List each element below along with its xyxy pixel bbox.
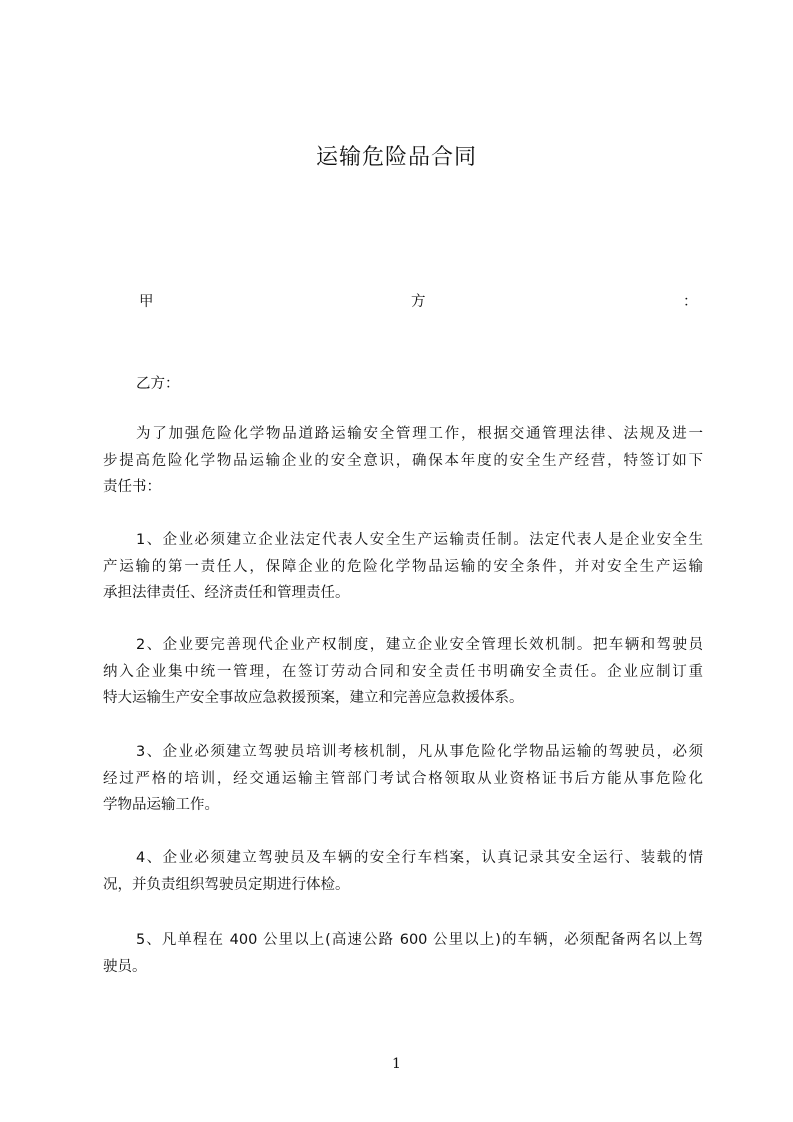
clause-line: 2、企业要完善现代企业产权制度，建立企业安全管理长效机制。把车辆和驾驶员 bbox=[136, 637, 703, 653]
party-a-label-char-1: 甲 bbox=[139, 294, 154, 310]
intro-paragraph bbox=[103, 421, 703, 501]
party-a-label-colon: ： bbox=[683, 294, 698, 310]
clause-line: 5、凡单程在 400 公里以上(高速公路 600 公里以上)的车辆，必须配备两名以上驾 bbox=[136, 932, 703, 948]
clause-3 bbox=[103, 739, 703, 819]
clause-1 bbox=[103, 527, 703, 607]
clause-line: 学物品运输工作。 bbox=[103, 797, 219, 813]
intro-line: 责任书： bbox=[103, 479, 161, 495]
clause-5 bbox=[103, 927, 703, 980]
clause-line: 特大运输生产安全事故应急救援预案，建立和完善应急救援体系。 bbox=[103, 690, 524, 706]
clause-line: 况，并负责组织驾驶员定期进行体检。 bbox=[103, 876, 350, 893]
intro-line: 为了加强危险化学物品道路运输安全管理工作，根据交通管理法律、法规及进一 bbox=[136, 426, 703, 442]
clause-line: 产运输的第一责任人，保障企业的危险化学物品运输的安全条件，并对安全生产运输 bbox=[103, 558, 703, 575]
clause-2 bbox=[103, 632, 703, 712]
clause-line: 3、企业必须建立驾驶员培训考核机制，凡从事危险化学物品运输的驾驶员，必须 bbox=[136, 744, 703, 760]
intro-line: 步提高危险化学物品运输企业的安全意识，确保本年度的安全生产经营，特签订如下 bbox=[103, 452, 703, 469]
party-b-label: 乙方： bbox=[136, 376, 180, 392]
party-a-label-char-2: 方 bbox=[411, 294, 426, 310]
page-number: 1 bbox=[392, 1056, 401, 1072]
clause-line: 4、企业必须建立驾驶员及车辆的安全行车档案，认真记录其安全运行、装载的情 bbox=[136, 850, 703, 866]
document-title: 运输危险品合同 bbox=[315, 145, 477, 170]
clause-line: 驶员。 bbox=[103, 958, 147, 975]
clause-line: 纳入企业集中统一管理，在签订劳动合同和安全责任书明确安全责任。企业应制订重 bbox=[103, 663, 703, 680]
clause-4 bbox=[103, 845, 703, 898]
clause-line: 1、企业必须建立企业法定代表人安全生产运输责任制。法定代表人是企业安全生 bbox=[136, 532, 703, 548]
clause-line: 经过严格的培训，经交通运输主管部门考试合格领取从业资格证书后方能从事危险化 bbox=[103, 770, 703, 787]
clause-line: 承担法律责任、经济责任和管理责任。 bbox=[103, 585, 350, 601]
